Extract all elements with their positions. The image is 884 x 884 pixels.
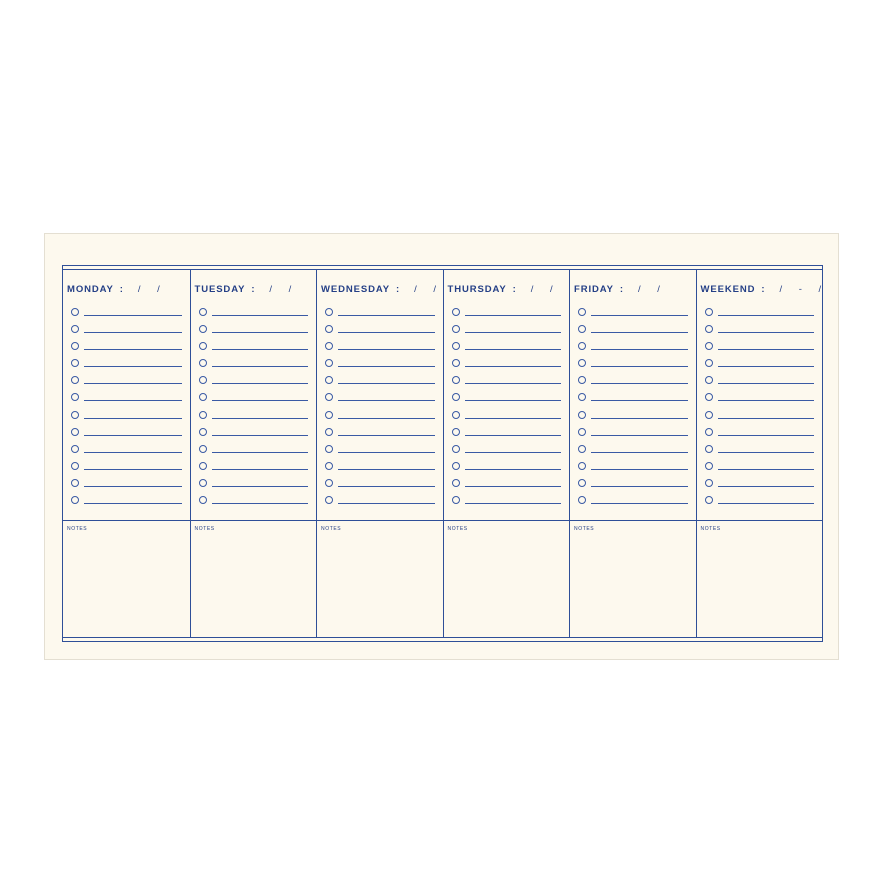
task-row xyxy=(325,442,435,459)
task-line[interactable] xyxy=(84,400,182,401)
task-checkbox[interactable] xyxy=(71,393,79,401)
task-checkbox[interactable] xyxy=(199,496,207,504)
day-header xyxy=(448,284,560,295)
task-checkbox[interactable] xyxy=(199,393,207,401)
task-checkbox[interactable] xyxy=(71,411,79,419)
task-row xyxy=(578,476,688,493)
task-checkbox[interactable] xyxy=(71,308,79,316)
task-line[interactable] xyxy=(465,469,562,470)
task-checkbox[interactable] xyxy=(71,359,79,367)
task-checkbox[interactable] xyxy=(452,342,460,350)
task-checkbox[interactable] xyxy=(71,479,79,487)
task-checkbox[interactable] xyxy=(705,496,713,504)
task-checkbox[interactable] xyxy=(705,462,713,470)
day-colon: : xyxy=(251,284,256,295)
task-row xyxy=(325,339,435,356)
task-checkbox[interactable] xyxy=(578,428,586,436)
task-list xyxy=(325,305,435,510)
task-line[interactable] xyxy=(465,400,562,401)
task-line[interactable] xyxy=(338,486,435,487)
task-checkbox[interactable] xyxy=(578,342,586,350)
task-line[interactable] xyxy=(212,503,309,504)
day-name: TUESDAY xyxy=(194,284,246,295)
task-line[interactable] xyxy=(465,366,562,367)
task-checkbox[interactable] xyxy=(325,411,333,419)
task-checkbox[interactable] xyxy=(452,411,460,419)
task-checkbox[interactable] xyxy=(325,393,333,401)
task-checkbox[interactable] xyxy=(578,359,586,367)
task-line[interactable] xyxy=(338,349,435,350)
task-row xyxy=(325,390,435,407)
task-row xyxy=(71,476,182,493)
task-line[interactable] xyxy=(718,383,815,384)
task-row xyxy=(325,476,435,493)
task-line[interactable] xyxy=(84,452,182,453)
task-line[interactable] xyxy=(465,503,562,504)
task-line[interactable] xyxy=(718,418,815,419)
task-checkbox[interactable] xyxy=(705,308,713,316)
task-checkbox[interactable] xyxy=(705,359,713,367)
notes-label: NOTES xyxy=(67,526,88,532)
task-line[interactable] xyxy=(591,332,688,333)
task-checkbox[interactable] xyxy=(199,428,207,436)
task-line[interactable] xyxy=(591,452,688,453)
task-checkbox[interactable] xyxy=(325,445,333,453)
task-row xyxy=(199,305,309,322)
task-checkbox[interactable] xyxy=(325,479,333,487)
task-checkbox[interactable] xyxy=(452,428,460,436)
task-row xyxy=(325,305,435,322)
task-checkbox[interactable] xyxy=(71,325,79,333)
task-checkbox[interactable] xyxy=(452,308,460,316)
task-row xyxy=(705,356,815,373)
task-line[interactable] xyxy=(212,469,309,470)
task-line[interactable] xyxy=(338,315,435,316)
task-line[interactable] xyxy=(84,435,182,436)
task-row xyxy=(452,408,562,425)
task-checkbox[interactable] xyxy=(705,325,713,333)
task-line[interactable] xyxy=(84,315,182,316)
task-row xyxy=(199,339,309,356)
task-row xyxy=(199,322,309,339)
notes-label: NOTES xyxy=(700,526,721,532)
task-line[interactable] xyxy=(84,349,182,350)
task-checkbox[interactable] xyxy=(705,445,713,453)
task-row xyxy=(199,459,309,476)
task-line[interactable] xyxy=(591,469,688,470)
task-row xyxy=(578,425,688,442)
task-row xyxy=(199,390,309,407)
day-column-friday xyxy=(569,270,696,637)
task-row xyxy=(452,339,562,356)
day-header xyxy=(195,284,299,295)
task-checkbox[interactable] xyxy=(452,445,460,453)
task-line[interactable] xyxy=(338,418,435,419)
task-row xyxy=(452,390,562,407)
date-field[interactable]: / - / xyxy=(779,284,829,295)
task-line[interactable] xyxy=(212,349,309,350)
task-checkbox[interactable] xyxy=(705,376,713,384)
task-row xyxy=(578,322,688,339)
task-row xyxy=(199,356,309,373)
task-checkbox[interactable] xyxy=(199,308,207,316)
task-row xyxy=(452,459,562,476)
task-line[interactable] xyxy=(212,366,309,367)
task-checkbox[interactable] xyxy=(71,462,79,470)
task-line[interactable] xyxy=(212,452,309,453)
task-row xyxy=(325,425,435,442)
task-line[interactable] xyxy=(718,366,815,367)
task-checkbox[interactable] xyxy=(452,359,460,367)
day-header xyxy=(574,284,667,295)
task-row xyxy=(71,305,182,322)
task-checkbox[interactable] xyxy=(325,325,333,333)
notes-label: NOTES xyxy=(447,526,468,532)
notes-label: NOTES xyxy=(194,526,215,532)
task-line[interactable] xyxy=(338,383,435,384)
task-line[interactable] xyxy=(84,486,182,487)
day-name: WEEKEND xyxy=(700,284,756,295)
task-row xyxy=(578,408,688,425)
task-row xyxy=(452,476,562,493)
task-checkbox[interactable] xyxy=(705,428,713,436)
task-checkbox[interactable] xyxy=(325,496,333,504)
task-checkbox[interactable] xyxy=(71,428,79,436)
task-checkbox[interactable] xyxy=(578,393,586,401)
task-line[interactable] xyxy=(465,349,562,350)
task-row xyxy=(199,425,309,442)
task-row xyxy=(578,493,688,510)
task-line[interactable] xyxy=(591,486,688,487)
day-name: FRIDAY xyxy=(574,284,614,295)
task-checkbox[interactable] xyxy=(705,393,713,401)
task-row xyxy=(578,339,688,356)
task-checkbox[interactable] xyxy=(199,462,207,470)
planner-frame xyxy=(62,265,829,642)
task-list xyxy=(71,305,182,510)
task-line[interactable] xyxy=(591,435,688,436)
task-row xyxy=(705,476,815,493)
day-column-wednesday xyxy=(316,270,443,637)
task-row xyxy=(199,408,309,425)
task-row xyxy=(705,425,815,442)
task-line[interactable] xyxy=(212,315,309,316)
task-row xyxy=(578,459,688,476)
task-row xyxy=(705,373,815,390)
task-row xyxy=(325,493,435,510)
task-row xyxy=(199,476,309,493)
date-field[interactable]: / / xyxy=(137,284,167,295)
task-checkbox[interactable] xyxy=(199,359,207,367)
task-row xyxy=(325,459,435,476)
task-row xyxy=(325,373,435,390)
task-checkbox[interactable] xyxy=(325,308,333,316)
task-row xyxy=(578,390,688,407)
date-field[interactable]: / / xyxy=(637,284,667,295)
task-line[interactable] xyxy=(465,452,562,453)
task-row xyxy=(71,493,182,510)
day-colon: : xyxy=(395,284,401,295)
task-line[interactable] xyxy=(465,383,562,384)
task-list xyxy=(705,305,815,510)
task-line[interactable] xyxy=(84,503,182,504)
task-line[interactable] xyxy=(718,400,815,401)
task-checkbox[interactable] xyxy=(705,342,713,350)
task-checkbox[interactable] xyxy=(325,428,333,436)
task-row xyxy=(452,425,562,442)
task-line[interactable] xyxy=(84,366,182,367)
task-line[interactable] xyxy=(212,400,309,401)
task-row xyxy=(705,339,815,356)
task-row xyxy=(705,322,815,339)
task-list xyxy=(578,305,688,510)
task-checkbox[interactable] xyxy=(578,462,586,470)
day-colon: : xyxy=(619,284,624,295)
task-row xyxy=(705,442,815,459)
task-row xyxy=(199,493,309,510)
task-checkbox[interactable] xyxy=(71,496,79,504)
day-column-tuesday xyxy=(190,270,317,637)
task-line[interactable] xyxy=(212,418,309,419)
task-line[interactable] xyxy=(718,315,815,316)
task-row xyxy=(199,442,309,459)
task-checkbox[interactable] xyxy=(578,411,586,419)
task-checkbox[interactable] xyxy=(578,496,586,504)
task-row xyxy=(578,373,688,390)
task-row xyxy=(325,322,435,339)
date-field[interactable]: / / xyxy=(530,284,560,295)
task-list xyxy=(199,305,309,510)
task-line[interactable] xyxy=(338,435,435,436)
task-checkbox[interactable] xyxy=(199,411,207,419)
date-field[interactable]: / / xyxy=(414,284,443,295)
task-checkbox[interactable] xyxy=(452,462,460,470)
day-header xyxy=(321,284,443,295)
task-checkbox[interactable] xyxy=(452,393,460,401)
task-row xyxy=(71,356,182,373)
task-line[interactable] xyxy=(338,366,435,367)
task-row xyxy=(325,408,435,425)
task-row xyxy=(452,493,562,510)
task-checkbox[interactable] xyxy=(705,479,713,487)
task-checkbox[interactable] xyxy=(199,325,207,333)
task-line[interactable] xyxy=(212,486,309,487)
task-line[interactable] xyxy=(718,435,815,436)
task-checkbox[interactable] xyxy=(71,342,79,350)
task-checkbox[interactable] xyxy=(452,376,460,384)
task-checkbox[interactable] xyxy=(71,376,79,384)
day-name: WEDNESDAY xyxy=(321,284,390,295)
task-row xyxy=(325,356,435,373)
task-row xyxy=(71,425,182,442)
task-row xyxy=(452,373,562,390)
day-name: MONDAY xyxy=(67,284,114,295)
task-line[interactable] xyxy=(591,315,688,316)
task-line[interactable] xyxy=(212,332,309,333)
task-checkbox[interactable] xyxy=(325,462,333,470)
task-checkbox[interactable] xyxy=(199,445,207,453)
task-row xyxy=(452,442,562,459)
task-checkbox[interactable] xyxy=(578,325,586,333)
day-colon: : xyxy=(761,284,766,295)
task-checkbox[interactable] xyxy=(452,479,460,487)
task-checkbox[interactable] xyxy=(199,479,207,487)
task-row xyxy=(578,305,688,322)
task-row xyxy=(578,356,688,373)
task-line[interactable] xyxy=(591,400,688,401)
task-list xyxy=(452,305,562,510)
task-row xyxy=(71,373,182,390)
task-line[interactable] xyxy=(465,486,562,487)
task-line[interactable] xyxy=(718,349,815,350)
task-line[interactable] xyxy=(338,400,435,401)
task-line[interactable] xyxy=(84,383,182,384)
day-header xyxy=(701,284,829,295)
task-row xyxy=(578,442,688,459)
task-checkbox[interactable] xyxy=(325,342,333,350)
task-row xyxy=(71,408,182,425)
day-colon: : xyxy=(512,284,517,295)
task-row xyxy=(705,305,815,322)
task-checkbox[interactable] xyxy=(705,411,713,419)
task-checkbox[interactable] xyxy=(452,325,460,333)
day-column-weekend xyxy=(696,270,829,637)
day-colon: : xyxy=(119,284,124,295)
task-line[interactable] xyxy=(591,383,688,384)
task-line[interactable] xyxy=(718,332,815,333)
day-name: THURSDAY xyxy=(447,284,507,295)
task-line[interactable] xyxy=(718,486,815,487)
weekly-planner-pad xyxy=(44,233,839,660)
task-row xyxy=(71,442,182,459)
task-row xyxy=(452,305,562,322)
task-checkbox[interactable] xyxy=(71,445,79,453)
task-row xyxy=(705,459,815,476)
task-row xyxy=(71,322,182,339)
task-row xyxy=(452,356,562,373)
task-line[interactable] xyxy=(465,315,562,316)
task-line[interactable] xyxy=(591,418,688,419)
task-row xyxy=(71,459,182,476)
task-row xyxy=(71,339,182,356)
task-line[interactable] xyxy=(465,332,562,333)
day-column-thursday xyxy=(443,270,570,637)
task-line[interactable] xyxy=(212,435,309,436)
task-line[interactable] xyxy=(465,435,562,436)
task-line[interactable] xyxy=(84,418,182,419)
notes-label: NOTES xyxy=(321,526,342,532)
task-line[interactable] xyxy=(465,418,562,419)
task-row xyxy=(199,373,309,390)
task-row xyxy=(71,390,182,407)
task-line[interactable] xyxy=(338,503,435,504)
task-row xyxy=(452,322,562,339)
task-line[interactable] xyxy=(84,469,182,470)
task-line[interactable] xyxy=(718,469,815,470)
day-header xyxy=(67,284,167,295)
task-line[interactable] xyxy=(591,366,688,367)
notes-label: NOTES xyxy=(574,526,595,532)
date-field[interactable]: / / xyxy=(269,284,299,295)
task-line[interactable] xyxy=(212,383,309,384)
task-line[interactable] xyxy=(84,332,182,333)
task-line[interactable] xyxy=(718,452,815,453)
task-checkbox[interactable] xyxy=(325,359,333,367)
task-checkbox[interactable] xyxy=(578,445,586,453)
task-checkbox[interactable] xyxy=(578,479,586,487)
task-checkbox[interactable] xyxy=(199,342,207,350)
task-row xyxy=(705,390,815,407)
task-line[interactable] xyxy=(338,469,435,470)
task-line[interactable] xyxy=(718,503,815,504)
task-line[interactable] xyxy=(591,503,688,504)
day-column-monday xyxy=(63,270,190,637)
task-row xyxy=(705,493,815,510)
task-line[interactable] xyxy=(338,452,435,453)
task-line[interactable] xyxy=(591,349,688,350)
task-checkbox[interactable] xyxy=(199,376,207,384)
task-checkbox[interactable] xyxy=(578,376,586,384)
task-checkbox[interactable] xyxy=(325,376,333,384)
task-row xyxy=(705,408,815,425)
task-checkbox[interactable] xyxy=(578,308,586,316)
task-line[interactable] xyxy=(338,332,435,333)
task-checkbox[interactable] xyxy=(452,496,460,504)
